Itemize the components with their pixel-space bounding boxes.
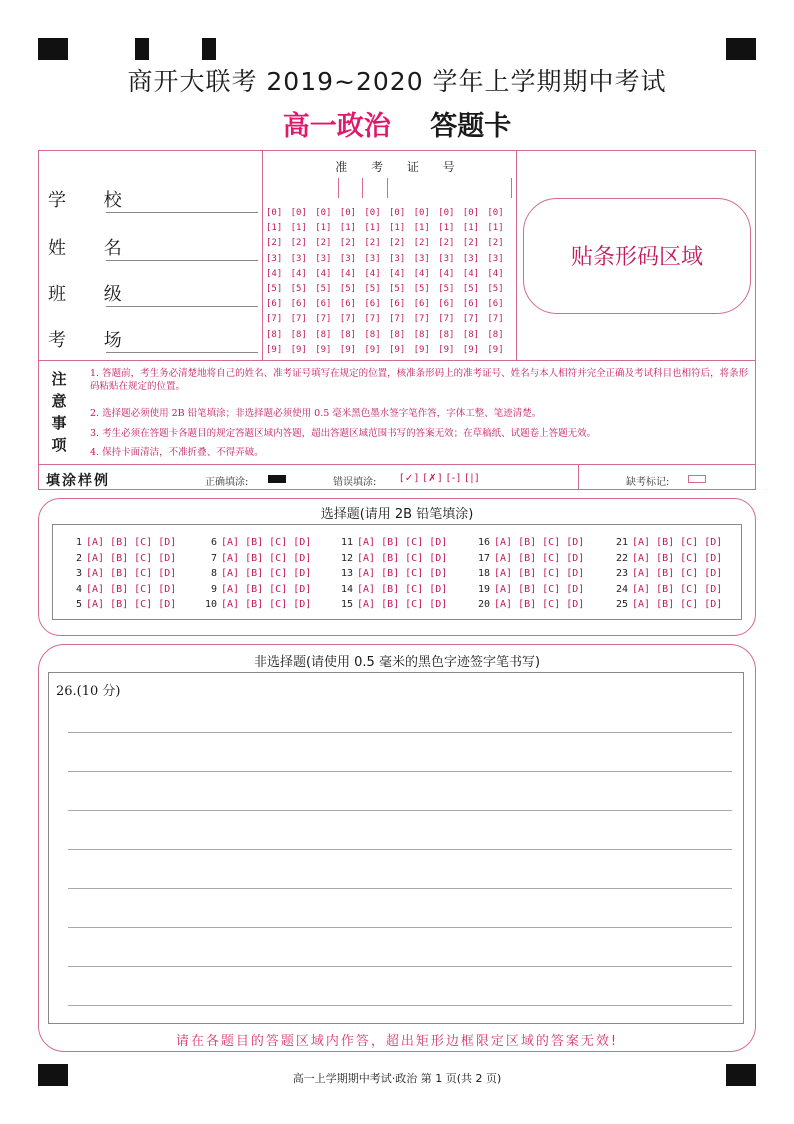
digit-bubble[interactable]: [6] (290, 299, 307, 310)
answer-options[interactable]: [A] [B] [C] [D] (494, 537, 585, 548)
answer-options[interactable]: [A] [B] [C] [D] (357, 583, 448, 595)
question-row[interactable] (470, 551, 584, 567)
subject-title: 高一政治 (282, 111, 391, 142)
exam-number-digit-column[interactable] (315, 206, 331, 358)
notice-label-char: 注 (51, 370, 67, 388)
exam-number-digit-column[interactable] (463, 206, 479, 358)
digit-bubble[interactable]: [0] (413, 208, 430, 218)
answer-options[interactable]: [A] [B] [C] [D] (86, 552, 177, 564)
number-box-divider (338, 178, 339, 198)
digit-bubble[interactable]: [1] (487, 223, 504, 234)
digit-bubble[interactable]: [4] (462, 268, 480, 279)
correct-fill-mark (268, 475, 286, 483)
question-number: 18 (477, 568, 490, 579)
digit-bubble[interactable]: [3] (462, 253, 480, 264)
question-number: 16 (477, 537, 490, 548)
digit-bubble[interactable]: [3] (339, 253, 357, 264)
exam-title: 商开大联考 2019~2020 学年上学期期中考试 (127, 67, 667, 96)
answer-options[interactable]: [A] [B] [C] [D] (86, 537, 177, 548)
question-row[interactable] (608, 582, 722, 598)
exam-number-digit-column[interactable] (291, 206, 307, 358)
question-number: 13 (340, 568, 353, 579)
digit-bubble[interactable]: [1] (389, 223, 406, 234)
question-row[interactable] (197, 597, 311, 613)
divider (262, 150, 263, 360)
digit-bubble[interactable]: [2] (462, 238, 480, 249)
question-row[interactable] (470, 566, 584, 582)
question-number: 25 (615, 599, 628, 610)
room-underline (106, 352, 258, 353)
digit-bubble[interactable]: [5] (438, 284, 455, 295)
question-number: 10 (204, 599, 217, 610)
digit-bubble[interactable]: [6] (266, 299, 283, 310)
digit-bubble[interactable]: [9] (339, 344, 357, 355)
digit-bubble[interactable]: [7] (339, 314, 357, 325)
digit-bubble[interactable]: [0] (462, 208, 480, 218)
absent-mark-box[interactable] (688, 475, 706, 483)
answer-options[interactable]: [A] [B] [C] [D] (86, 568, 177, 579)
question-number: 6 (210, 537, 217, 548)
digit-bubble[interactable]: [0] (389, 208, 406, 218)
answer-options[interactable]: [A] [B] [C] [D] (632, 552, 723, 564)
question-number: 15 (340, 599, 353, 610)
question-number: 19 (477, 583, 490, 595)
digit-bubble[interactable]: [3] (413, 253, 430, 264)
card-name: 答题卡 (430, 111, 512, 142)
answer-options[interactable]: [A] [B] [C] [D] (494, 552, 585, 564)
digit-bubble[interactable]: [6] (339, 299, 357, 310)
notice-item-2: 2. 选择题必须使用 2B 铅笔填涂；非选择题必须使用 0.5 毫米黑色墨水签字笔作答，字体工整、笔迹清楚。 (90, 408, 542, 419)
digit-bubble[interactable]: [0] (339, 208, 357, 218)
digit-bubble[interactable]: [8] (413, 329, 430, 340)
digit-bubble[interactable]: [0] (438, 208, 455, 218)
digit-bubble[interactable]: [0] (364, 208, 381, 218)
question-row[interactable] (333, 551, 447, 567)
exam-number-digit-column[interactable] (340, 206, 356, 358)
answer-options[interactable]: [A] [B] [C] [D] (86, 599, 177, 610)
digit-bubble[interactable]: [9] (487, 344, 504, 355)
digit-bubble[interactable]: [8] (290, 329, 307, 340)
question-number: 22 (615, 552, 628, 564)
digit-bubble[interactable]: [7] (438, 314, 455, 325)
digit-bubble[interactable]: [0] (290, 208, 307, 218)
digit-bubble[interactable]: [5] (290, 284, 307, 295)
digit-bubble[interactable]: [4] (315, 268, 332, 279)
question-number: 9 (210, 583, 217, 595)
question-row[interactable] (470, 582, 584, 598)
exam-number-digit-column[interactable] (438, 206, 454, 358)
name-underline (106, 260, 258, 261)
registration-mark (726, 38, 756, 60)
wrong-fill-label: 错误填涂: (333, 477, 377, 488)
question-row[interactable] (62, 551, 176, 567)
answer-area[interactable] (48, 672, 744, 1024)
answer-options[interactable]: [A] [B] [C] [D] (632, 599, 723, 610)
question-row[interactable] (197, 582, 311, 598)
digit-bubble[interactable]: [5] (266, 284, 283, 295)
registration-mark (135, 38, 149, 60)
digit-bubble[interactable]: [9] (389, 344, 406, 355)
digit-bubble[interactable]: [5] (389, 284, 406, 295)
digit-bubble[interactable]: [8] (266, 329, 283, 340)
digit-bubble[interactable]: [8] (389, 329, 406, 340)
notice-item-4: 4. 保持卡面清洁，不准折叠、不得弄破。 (90, 447, 264, 458)
notice-item-1: 1. 答题前，考生务必清楚地将自己的姓名、准考证号填写在规定的位置，核准条形码上的准考证号、姓名与本人相符并完全正确及考试科目也相符后，将条形码粘贴在规定的位置。 (90, 368, 749, 392)
digit-bubble[interactable]: [5] (462, 284, 480, 295)
notice-label-char: 事 (51, 414, 67, 432)
wrong-fill-marks: [✓] [✗] [-] [|] (400, 473, 480, 484)
notice-label-char: 意 (51, 392, 67, 410)
name-label: 姓 名 (48, 238, 138, 259)
digit-bubble[interactable]: [8] (364, 329, 381, 340)
digit-bubble[interactable]: [2] (487, 238, 504, 249)
answer-area-warning: 请在各题目的答题区域内作答，超出矩形边框限定区域的答案无效! (175, 1034, 619, 1049)
digit-bubble[interactable]: [4] (266, 268, 283, 279)
question-26-label: 26.(10 分) (56, 684, 121, 699)
digit-bubble[interactable]: [2] (364, 238, 381, 249)
question-row[interactable] (608, 597, 722, 613)
digit-bubble[interactable]: [7] (389, 314, 406, 325)
question-number: 14 (340, 583, 353, 595)
digit-bubble[interactable]: [2] (413, 238, 430, 249)
digit-bubble[interactable]: [3] (315, 253, 332, 264)
digit-bubble[interactable]: [1] (364, 223, 381, 234)
writing-line (68, 888, 732, 889)
card-heading (0, 104, 794, 143)
room-label: 考 场 (48, 330, 138, 351)
question-number: 24 (615, 583, 628, 595)
writing-line (68, 732, 732, 733)
question-row[interactable] (197, 535, 311, 551)
digit-bubble[interactable]: [3] (487, 253, 504, 264)
question-number: 2 (75, 552, 82, 564)
notice-label (46, 368, 72, 456)
school-field[interactable] (48, 186, 258, 216)
divider (578, 464, 579, 490)
answer-options[interactable]: [A] [B] [C] [D] (221, 599, 312, 610)
digit-bubble[interactable]: [4] (290, 268, 307, 279)
digit-bubble[interactable]: [6] (438, 299, 455, 310)
digit-bubble[interactable]: [8] (315, 329, 332, 340)
multiple-choice-title: 选择题(请用 2B 铅笔填涂) (320, 507, 474, 522)
question-row[interactable] (197, 551, 311, 567)
divider (38, 464, 756, 465)
digit-bubble[interactable]: [6] (413, 299, 430, 310)
digit-bubble[interactable]: [1] (290, 223, 307, 234)
exam-number-digit-column[interactable] (487, 206, 503, 358)
fill-example-label: 填涂样例 (46, 473, 110, 489)
question-number: 4 (75, 583, 82, 595)
answer-options[interactable]: [A] [B] [C] [D] (357, 568, 448, 579)
digit-bubble[interactable]: [4] (339, 268, 357, 279)
digit-bubble[interactable]: [0] (487, 208, 504, 218)
question-number: 23 (615, 568, 628, 579)
notice-label-char: 项 (51, 436, 67, 454)
digit-bubble[interactable]: [9] (364, 344, 381, 355)
digit-bubble[interactable]: [2] (315, 238, 332, 249)
answer-options[interactable]: [A] [B] [C] [D] (357, 552, 448, 564)
digit-bubble[interactable]: [7] (462, 314, 480, 325)
digit-bubble[interactable]: [4] (487, 268, 504, 279)
question-row[interactable] (333, 597, 447, 613)
digit-bubble[interactable]: [1] (462, 223, 480, 234)
digit-bubble[interactable]: [9] (290, 344, 307, 355)
digit-bubble[interactable]: [6] (315, 299, 332, 310)
number-box-divider (362, 178, 363, 198)
digit-bubble[interactable]: [5] (364, 284, 381, 295)
question-number: 8 (210, 568, 217, 579)
question-row[interactable] (197, 566, 311, 582)
answer-options[interactable]: [A] [B] [C] [D] (632, 537, 723, 548)
question-row[interactable] (62, 535, 176, 551)
question-row[interactable] (608, 566, 722, 582)
class-label: 班 级 (48, 284, 138, 305)
writing-line (68, 771, 732, 772)
digit-bubble[interactable]: [4] (364, 268, 381, 279)
digit-bubble[interactable]: [1] (413, 223, 430, 234)
digit-bubble[interactable]: [6] (487, 299, 504, 310)
school-underline (106, 212, 258, 213)
digit-bubble[interactable]: [9] (438, 344, 455, 355)
answer-options[interactable]: [A] [B] [C] [D] (221, 583, 312, 595)
digit-bubble[interactable]: [7] (364, 314, 381, 325)
digit-bubble[interactable]: [4] (413, 268, 430, 279)
digit-bubble[interactable]: [8] (339, 329, 357, 340)
barcode-area-label: 贴条形码区域 (570, 245, 703, 270)
answer-options[interactable]: [A] [B] [C] [D] (221, 552, 312, 564)
answer-options[interactable]: [A] [B] [C] [D] (494, 568, 585, 579)
digit-bubble[interactable]: [8] (487, 329, 504, 340)
exam-number-digit-column[interactable] (266, 206, 282, 358)
digit-bubble[interactable]: [7] (413, 314, 430, 325)
digit-bubble[interactable]: [4] (389, 268, 406, 279)
class-field[interactable] (48, 280, 258, 310)
notice-item-3: 3. 考生必须在答题卡各题目的规定答题区域内答题，超出答题区域范围书写的答案无效；在草稿纸、试题卷上答题无效。 (90, 428, 597, 439)
digit-bubble[interactable]: [9] (315, 344, 332, 355)
digit-bubble[interactable]: [9] (462, 344, 480, 355)
answer-options[interactable]: [A] [B] [C] [D] (357, 537, 448, 548)
writing-line (68, 810, 732, 811)
number-box-divider (511, 178, 512, 198)
digit-bubble[interactable]: [3] (438, 253, 455, 264)
digit-bubble[interactable]: [6] (389, 299, 406, 310)
digit-bubble[interactable]: [5] (413, 284, 430, 295)
digit-bubble[interactable]: [8] (462, 329, 480, 340)
digit-bubble[interactable]: [7] (266, 314, 283, 325)
question-number: 21 (615, 537, 628, 548)
answer-options[interactable]: [A] [B] [C] [D] (221, 568, 312, 579)
room-field[interactable] (48, 326, 258, 356)
writing-line (68, 927, 732, 928)
school-label: 学 校 (48, 190, 138, 211)
question-number: 12 (340, 552, 353, 564)
digit-bubble[interactable]: [1] (315, 223, 332, 234)
question-row[interactable] (62, 582, 176, 598)
number-box-divider (387, 178, 388, 198)
digit-bubble[interactable]: [5] (487, 284, 504, 295)
question-row[interactable] (608, 551, 722, 567)
digit-bubble[interactable]: [2] (339, 238, 357, 249)
question-row[interactable] (62, 597, 176, 613)
answer-options[interactable]: [A] [B] [C] [D] (86, 583, 177, 595)
digit-bubble[interactable]: [6] (364, 299, 381, 310)
absent-mark-label: 缺考标记: (626, 477, 670, 488)
question-number: 20 (477, 599, 490, 610)
exam-number-digit-column[interactable] (389, 206, 405, 358)
digit-bubble[interactable]: [2] (266, 238, 283, 249)
question-number: 7 (210, 552, 217, 564)
digit-bubble[interactable]: [5] (339, 284, 357, 295)
digit-bubble[interactable]: [2] (438, 238, 455, 249)
open-ended-title: 非选择题(请使用 0.5 毫米的黑色字迹签字笔书写) (253, 655, 541, 670)
digit-bubble[interactable]: [1] (438, 223, 455, 234)
digit-bubble[interactable]: [8] (438, 329, 455, 340)
question-row[interactable] (62, 566, 176, 582)
digit-bubble[interactable]: [3] (364, 253, 381, 264)
question-row[interactable] (470, 597, 584, 613)
writing-line (68, 849, 732, 850)
digit-bubble[interactable]: [2] (290, 238, 307, 249)
digit-bubble[interactable]: [7] (290, 314, 307, 325)
question-row[interactable] (608, 535, 722, 551)
writing-line (68, 1005, 732, 1006)
question-row[interactable] (333, 535, 447, 551)
answer-options[interactable]: [A] [B] [C] [D] (494, 583, 585, 595)
digit-bubble[interactable]: [1] (339, 223, 357, 234)
answer-options[interactable]: [A] [B] [C] [D] (632, 583, 723, 595)
answer-options[interactable]: [A] [B] [C] [D] (221, 537, 312, 548)
digit-bubble[interactable]: [4] (438, 268, 455, 279)
registration-mark (38, 38, 68, 60)
digit-bubble[interactable]: [3] (389, 253, 406, 264)
digit-bubble[interactable]: [1] (266, 223, 283, 234)
exam-number-digit-column[interactable] (414, 206, 430, 358)
divider (516, 150, 517, 360)
exam-number-title: 准 考 证 号 (335, 160, 465, 174)
question-number: 11 (340, 537, 353, 548)
question-number: 1 (75, 537, 82, 548)
digit-bubble[interactable]: [7] (315, 314, 332, 325)
question-row[interactable] (333, 582, 447, 598)
name-field[interactable] (48, 234, 258, 264)
correct-fill-label: 正确填涂: (205, 477, 249, 488)
exam-number-digit-column[interactable] (364, 206, 380, 358)
question-number: 17 (477, 552, 490, 564)
class-underline (106, 306, 258, 307)
answer-options[interactable]: [A] [B] [C] [D] (494, 599, 585, 610)
digit-bubble[interactable]: [9] (413, 344, 430, 355)
digit-bubble[interactable]: [5] (315, 284, 332, 295)
question-row[interactable] (333, 566, 447, 582)
answer-options[interactable]: [A] [B] [C] [D] (357, 599, 448, 610)
question-number: 5 (75, 599, 82, 610)
digit-bubble[interactable]: [3] (290, 253, 307, 264)
digit-bubble[interactable]: [2] (389, 238, 406, 249)
digit-bubble[interactable]: [9] (266, 344, 283, 355)
digit-bubble[interactable]: [3] (266, 253, 283, 264)
page-footer: 高一上学期期中考试·政治 第 1 页(共 2 页) (292, 1072, 502, 1085)
digit-bubble[interactable]: [0] (315, 208, 332, 218)
question-row[interactable] (470, 535, 584, 551)
answer-options[interactable]: [A] [B] [C] [D] (632, 568, 723, 579)
question-number: 3 (75, 568, 82, 579)
registration-mark (202, 38, 216, 60)
digit-bubble[interactable]: [0] (266, 208, 283, 218)
divider (38, 360, 756, 361)
digit-bubble[interactable]: [7] (487, 314, 504, 325)
digit-bubble[interactable]: [6] (462, 299, 480, 310)
writing-line (68, 966, 732, 967)
